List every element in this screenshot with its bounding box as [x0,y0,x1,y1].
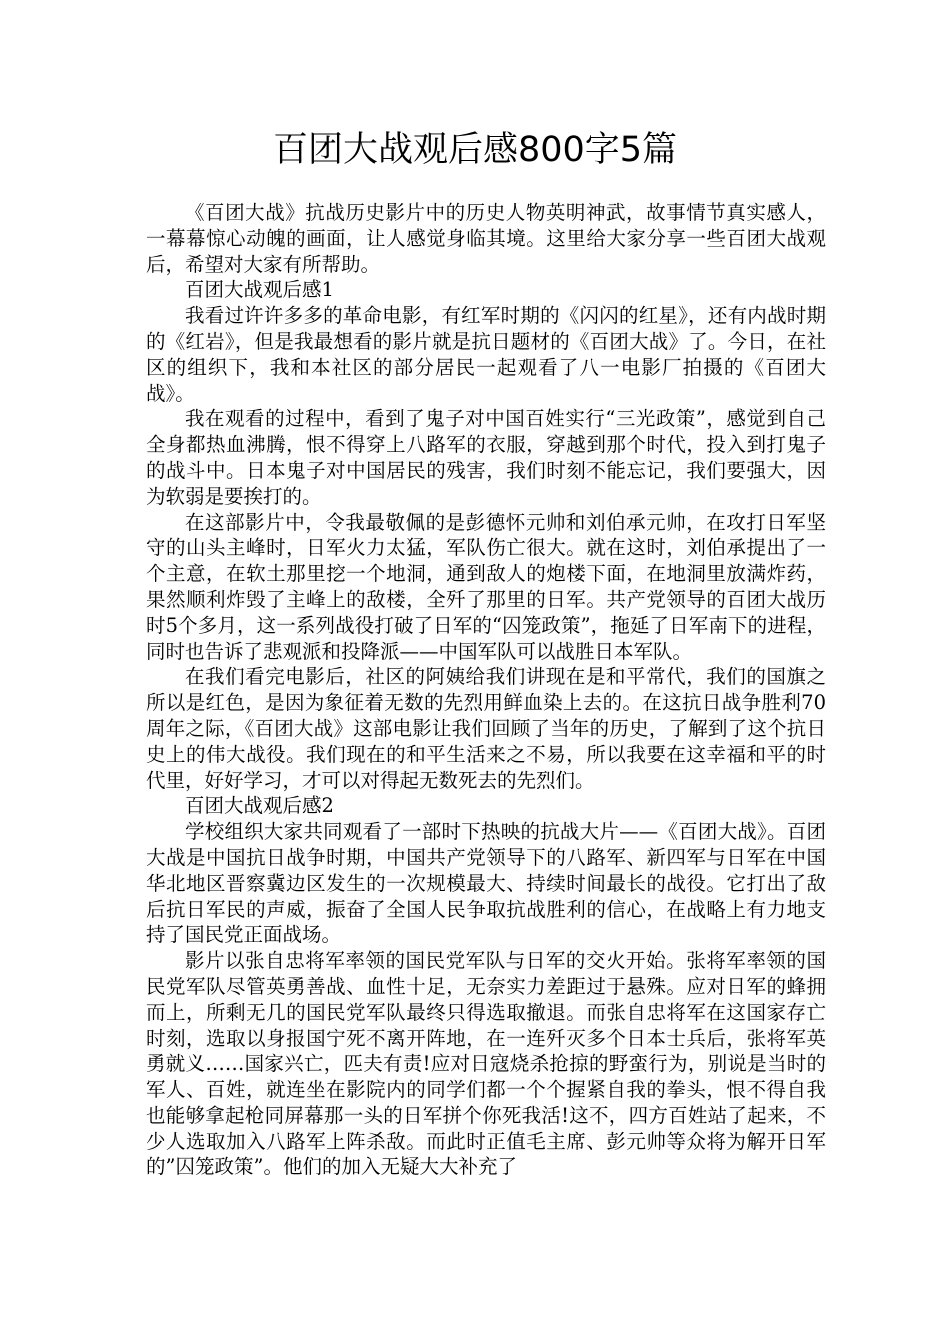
intro-paragraph: 《百团大战》抗战历史影片中的历史人物英明神武，故事情节真实感人，一幕幕惊心动魄的画面，让人感觉身临其境。这里给大家分享一些百团大战观后，希望对大家有所帮助。 [146,201,826,276]
section-heading-2: 百团大战观后感2 [185,794,334,818]
body-paragraph: 影片以张自忠将军率领的国民党军队与日军的交火开始。张将军率领的国民党军队尽管英勇善战、血性十足，无奈实力差距过于悬殊。应对日军的蜂拥而上，所剩无几的国民党军队最终只得选取撤退。而张自忠将军在这国家存亡时刻，选取以身报国宁死不离开阵地，在一连歼灭多个日本士兵后，张将军英勇就义……国家兴亡，匹夫有责!应对日寇烧杀抢掠的野蛮行为，别说是当时的军人、百姓，就连坐在影院内的同学们都一个个握紧自我的拳头，恨不得自我也能够拿起枪同屏幕那一头的日军拼个你死我活!这不，四方百姓站了起来，不少人选取加入八路军上阵杀敌。而此时正值毛主席、彭元帅等众将为解开日军的”囚笼政策”。他们的加入无疑大大补充了 [146,949,826,1179]
body-paragraph: 学校组织大家共同观看了一部时下热映的抗战大片——《百团大战》。百团大战是中国抗日战争时期，中国共产党领导下的八路军、新四军与日军在中国华北地区晋察冀边区发生的一次规模最大、持续时间最长的战役。它打出了敌后抗日军民的声威，振奋了全国人民争取抗战胜利的信心，在战略上有力地支持了国民党正面战场。 [146,820,826,947]
document-body [146,200,826,1180]
body-paragraph: 在我们看完电影后，社区的阿姨给我们讲现在是和平常代，我们的国旗之所以是红色，是因为象征着无数的先烈用鲜血染上去的。在这抗日战争胜利70周年之际，《百团大战》这部电影让我们回顾了当年的历史，了解到了这个抗日史上的伟大战役。我们现在的和平生活来之不易，所以我要在这幸福和平的时代里，好好学习，才可以对得起无数死去的先烈们。 [146,665,826,792]
body-paragraph: 在这部影片中，令我最敬佩的是彭德怀元帅和刘伯承元帅，在攻打日军坚守的山头主峰时，日军火力太猛，军队伤亡很大。就在这时，刘伯承提出了一个主意，在软土那里挖一个地洞，通到敌人的炮楼下面，在地洞里放满炸药，果然顺利炸毁了主峰上的敌楼，全歼了那里的日军。共产党领导的百团大战历时5个多月，这一系列战役打破了日军的“囚笼政策”，拖延了日军南下的进程，同时也告诉了悲观派和投降派——中国军队可以战胜日本军队。 [146,510,826,663]
body-paragraph: 我看过许许多多的革命电影，有红军时期的《闪闪的红星》，还有内战时期的《红岩》，但是我最想看的影片就是抗日题材的《百团大战》了。今日，在社区的组织下，我和本社区的部分居民一起观看了八一电影厂拍摄的《百团大战》。 [146,304,826,405]
body-paragraph: 我在观看的过程中，看到了鬼子对中国百姓实行“三光政策”，感觉到自己全身都热血沸腾，恨不得穿上八路军的衣服，穿越到那个时代，投入到打鬼子的战斗中。日本鬼子对中国居民的残害，我们时刻不能忘记，我们要强大，因为软弱是要挨打的。 [146,407,826,508]
section-heading-1: 百团大战观后感1 [185,278,334,302]
document-title: 百团大战观后感800字5篇 [272,130,678,170]
